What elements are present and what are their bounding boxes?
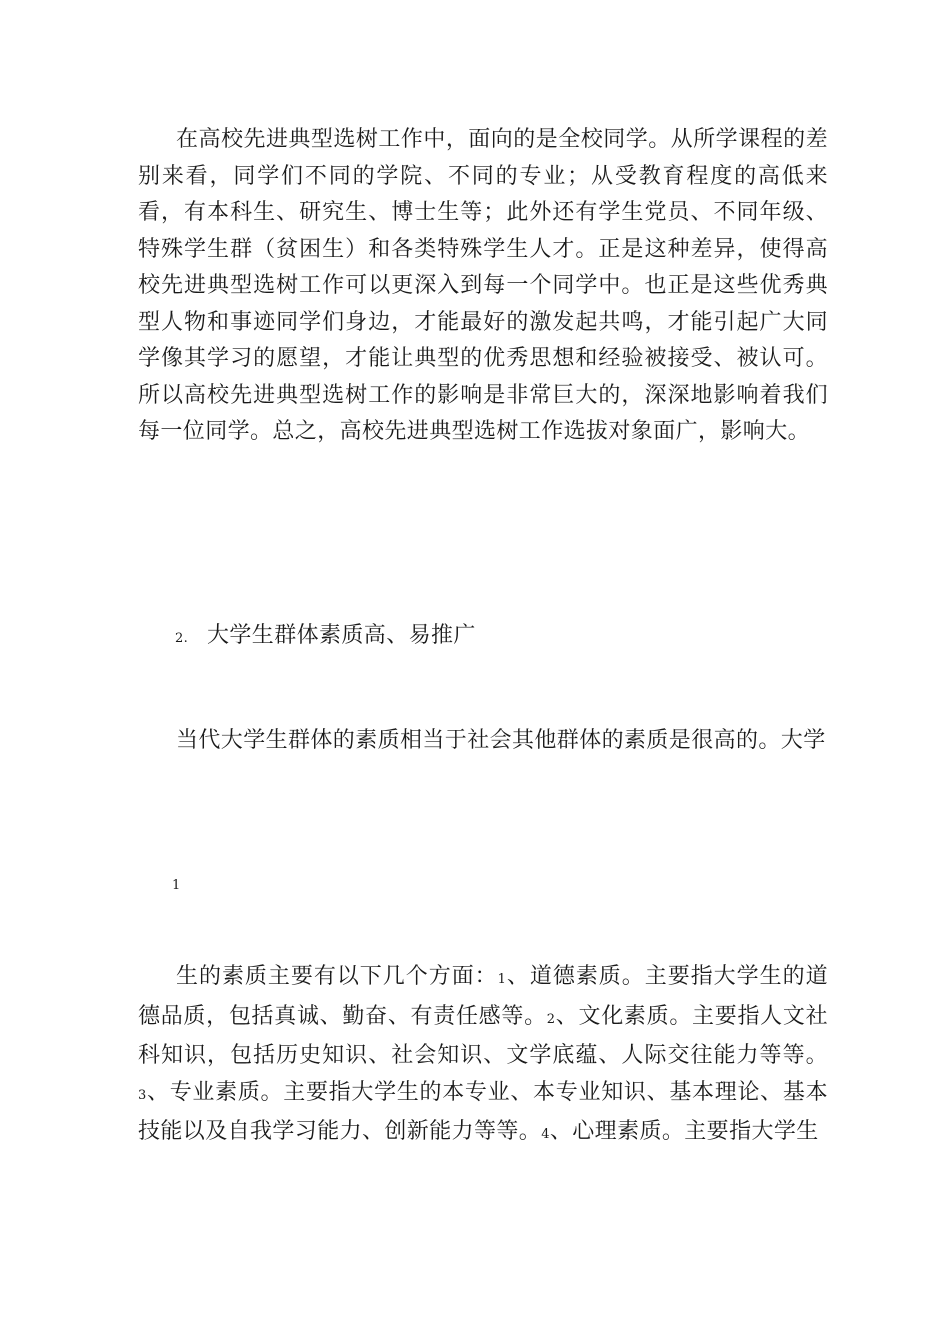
text-run: 、心理素质。主要指大学生 <box>549 1119 819 1144</box>
page-number: 1 <box>172 878 181 893</box>
text-run: 生的素质主要有以下几个方面： <box>176 964 498 989</box>
body-paragraph: 当代大学生群体的素质相当于社会其他群体的素质是很高的。大学 <box>176 728 826 753</box>
section-heading <box>175 620 476 655</box>
text-run: 、专业素质。主要指大学生的本专业、本专业知识、基本理论、基本技能以及自我学习能力、创新能力等等。 <box>138 1079 828 1144</box>
list-number: 1 <box>497 972 507 987</box>
body-paragraph <box>138 959 828 1154</box>
text-run: 、道德素质。主要指大学生的道德品质，包括真诚、勤奋、有责任感等。 <box>138 964 828 1029</box>
body-paragraph: 在高校先进典型选树工作中，面向的是全校同学。从所学课程的差别来看，同学们不同的学院、不同的专业；从受教育程度的高低来看，有本科生、研究生、博士生等；此外还有学生党员、不同年级、特殊学生群（贫困生）和各类特殊学生人才。正是这种差异，使得高校先进典型选树工作可以更深入到每一个同学中。也正是这些优秀典型人物和事迹同学们身边，才能最好的激发起共鸣，才能引起广大同学像其学习的愿望，才能让典型的优秀思想和经验被接受、被认可。所以高校先进典型选树工作的影响是非常巨大的，深深地影响着我们每一位同学。总之，高校先进典型选树工作选拔对象面广，影响大。 <box>138 127 828 444</box>
list-number: 4 <box>541 1127 550 1142</box>
list-number: 2 <box>546 1011 556 1027</box>
section-title: 大学生群体素质高、易推广 <box>207 623 476 648</box>
section-number: 2. <box>175 631 189 646</box>
text-run: 、文化素质。主要指人文社科知识，包括历史知识、社会知识、文学底蕴、人际交往能力等等。 <box>138 1003 828 1068</box>
list-number: 3 <box>138 1087 147 1103</box>
